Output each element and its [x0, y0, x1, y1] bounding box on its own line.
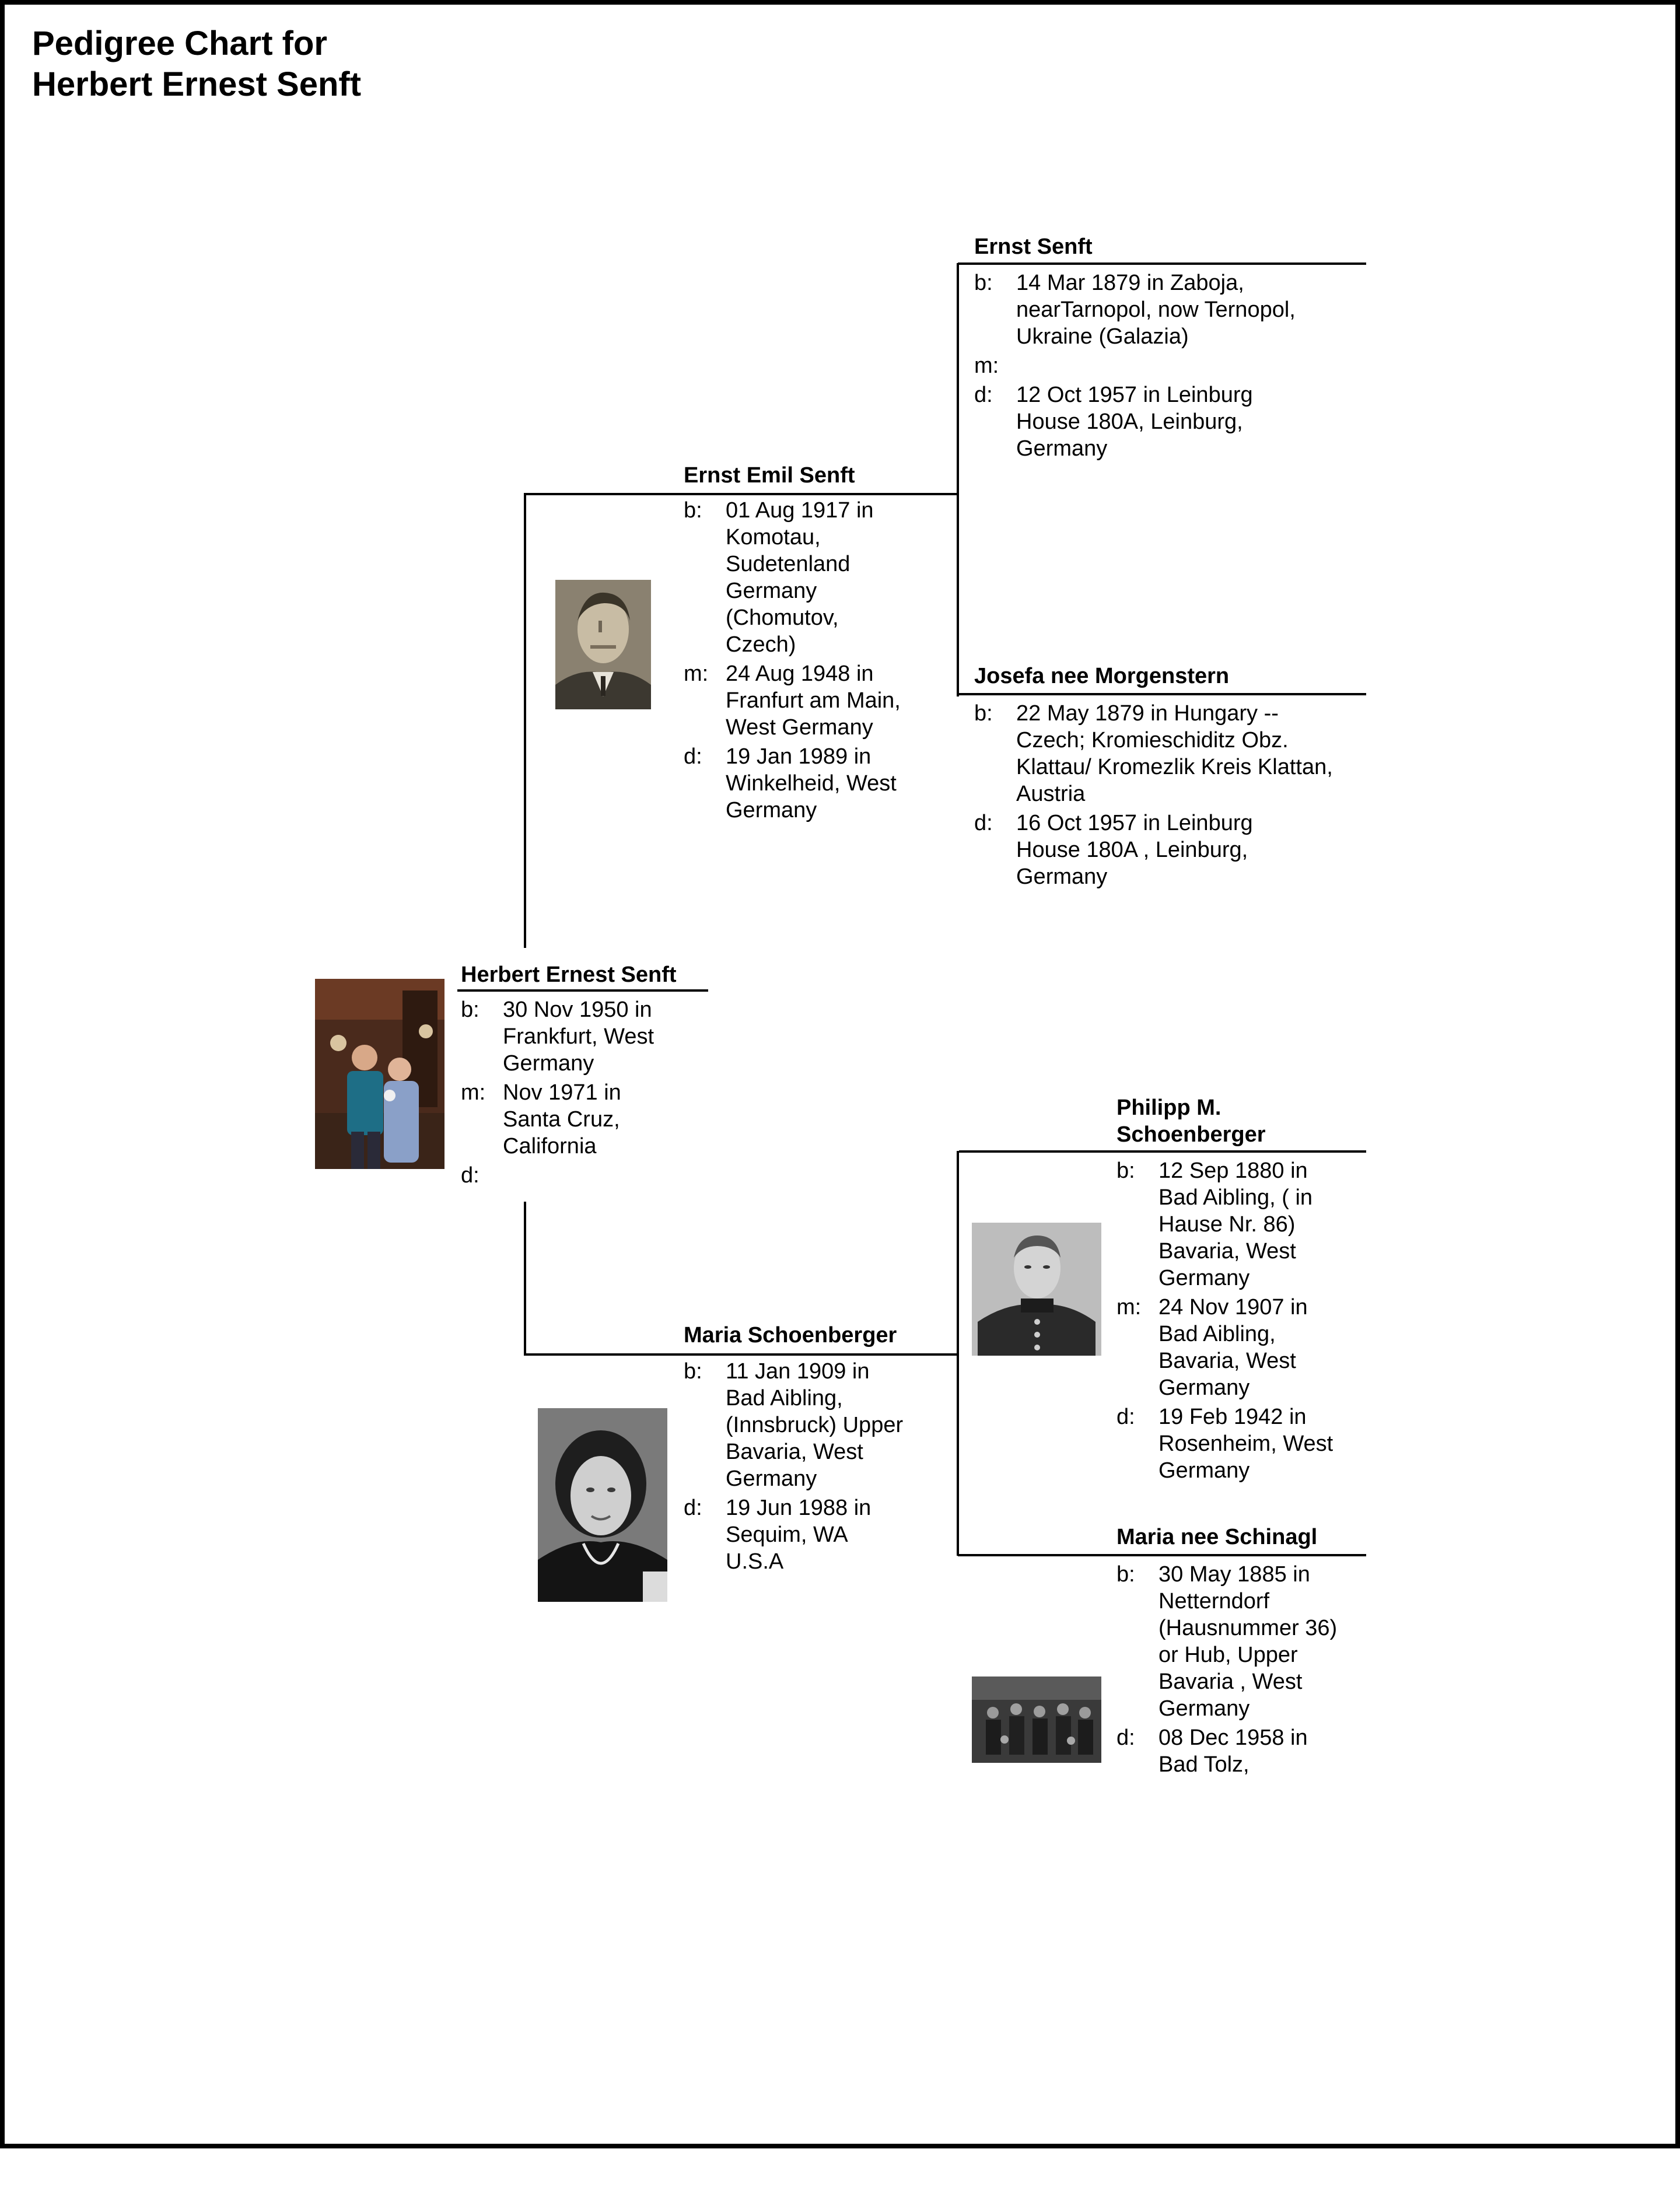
connector-maternal-grandparents — [957, 1151, 959, 1556]
marriage-label: m: — [974, 354, 999, 378]
birth-fact — [461, 996, 654, 1077]
fact-line: Bad Aibling, — [1158, 1322, 1276, 1346]
death-value — [726, 1494, 903, 1575]
herbert-photo — [315, 979, 444, 1169]
fact-line: Germany — [1016, 436, 1108, 461]
philipp-underline-extension — [1205, 1150, 1366, 1153]
fact-line: 19 Jan 1989 in — [726, 744, 872, 769]
person-name — [1116, 1094, 1266, 1148]
fact-line: 14 Mar 1879 in Zaboja, — [1016, 271, 1244, 295]
birth-label: b: — [1116, 1158, 1135, 1183]
fact-line: (Hausnummer 36) — [1158, 1616, 1338, 1640]
fact-line: Santa Cruz, — [503, 1107, 620, 1132]
person-philipp-m-schoenberger — [1116, 1094, 1334, 1483]
fact-line: Germany — [726, 798, 817, 822]
person-josefa-nee-morgenstern — [974, 663, 1333, 889]
birth-label: b: — [974, 271, 993, 295]
fact-line: 24 Aug 1948 in — [726, 662, 874, 686]
fact-line: Bad Aibling, — [726, 1386, 843, 1410]
fact-line: Austria — [1016, 782, 1086, 806]
death-fact — [974, 810, 1333, 890]
birth-value — [1158, 1157, 1333, 1292]
person-herbert-ernest-senft — [461, 961, 677, 1188]
person-name: Josefa nee Morgenstern — [974, 664, 1230, 688]
person-name: Ernst Emil Senft — [684, 463, 855, 488]
fact-line: Czech) — [726, 632, 796, 657]
fact-line: 30 Nov 1950 in — [503, 998, 652, 1022]
fact-line: 30 May 1885 in — [1158, 1562, 1310, 1587]
marriage-fact — [1116, 1294, 1333, 1401]
fact-line: Netterndorf — [1158, 1589, 1270, 1614]
person-facts — [1116, 1561, 1337, 1780]
fact-line: Rosenheim, West — [1158, 1432, 1334, 1456]
connector-father-branch — [524, 493, 526, 948]
fact-line: Sudetenland — [726, 552, 850, 576]
death-label: d: — [684, 1496, 702, 1520]
fact-line: Bavaria, West — [726, 1440, 863, 1464]
fact-line: or Hub, Upper — [1158, 1643, 1298, 1667]
name-underline — [958, 1554, 1366, 1556]
marriage-value — [726, 660, 901, 741]
fact-line: Bavaria , West — [1158, 1670, 1303, 1694]
fact-line: nearTarnopol, now Ternopol, — [1016, 298, 1296, 322]
fact-line: Czech; Kromieschiditz Obz. — [1016, 728, 1289, 752]
fact-line: 16 Oct 1957 in Leinburg — [1016, 811, 1253, 835]
fact-line: Bad Tolz, — [1158, 1752, 1250, 1777]
death-label: d: — [1116, 1405, 1135, 1429]
marriage-fact — [974, 352, 1296, 379]
death-label: d: — [974, 383, 993, 407]
person-facts — [974, 270, 1296, 464]
person-facts — [461, 996, 654, 1191]
name-underline — [958, 693, 1366, 695]
person-ernst-senft — [974, 233, 1296, 461]
fact-line: Germany — [726, 1466, 817, 1491]
fact-line: Germany — [1016, 864, 1108, 889]
death-value — [1016, 382, 1296, 462]
fact-line: 19 Feb 1942 in — [1158, 1405, 1307, 1429]
death-fact — [974, 382, 1296, 462]
fact-line: (Innsbruck) Upper — [726, 1413, 904, 1437]
fact-line: West Germany — [726, 715, 873, 740]
fact-line: 24 Nov 1907 in — [1158, 1295, 1308, 1320]
fact-line: Germany — [1158, 1376, 1250, 1400]
marriage-label: m: — [1116, 1295, 1142, 1320]
birth-fact — [1116, 1561, 1337, 1722]
fact-line: Bavaria, West — [1158, 1239, 1296, 1264]
fact-line: 12 Sep 1880 in — [1158, 1158, 1308, 1183]
connector-paternal-grandparents — [957, 263, 959, 696]
chart-title — [32, 23, 361, 105]
fact-line: Klattau/ Kromezlik Kreis Klattan, — [1016, 755, 1333, 779]
death-fact — [684, 743, 901, 824]
death-value — [726, 743, 901, 824]
marriage-fact — [684, 660, 901, 741]
name-underline — [958, 262, 1366, 265]
birth-fact — [684, 497, 901, 658]
fact-line: Hause Nr. 86) — [1158, 1212, 1296, 1237]
connector-mother-branch — [524, 1202, 526, 1356]
connector-father-link — [524, 493, 958, 495]
fact-line: Germany — [503, 1051, 594, 1076]
birth-fact — [1116, 1157, 1333, 1292]
fact-line: Germany — [726, 579, 817, 603]
person-facts — [1116, 1157, 1333, 1486]
person-name: Maria Schoenberger — [684, 1323, 897, 1348]
birth-value — [1016, 270, 1296, 350]
person-facts — [684, 497, 901, 826]
birth-fact — [974, 700, 1333, 807]
fact-line: House 180A , Leinburg, — [1016, 838, 1248, 862]
birth-fact — [684, 1358, 903, 1492]
name-underline — [457, 989, 708, 992]
fact-line: 19 Jun 1988 in — [726, 1496, 872, 1520]
birth-label: b: — [684, 1359, 702, 1384]
fact-line: 22 May 1879 in Hungary -- — [1016, 701, 1279, 726]
chart-title-line1: Pedigree Chart for — [32, 24, 327, 62]
fact-line: Winkelheid, West — [726, 771, 897, 796]
fact-line: Frankfurt, West — [503, 1024, 654, 1049]
birth-value — [1016, 700, 1333, 807]
fact-line: Komotau, — [726, 525, 821, 550]
death-fact — [1116, 1404, 1333, 1484]
fact-line: (Chomutov, — [726, 606, 839, 630]
person-facts — [974, 700, 1333, 892]
connector-mother-link — [524, 1353, 958, 1356]
fact-line: 01 Aug 1917 in — [726, 498, 874, 523]
birth-value — [726, 497, 901, 658]
philipp-photo — [972, 1223, 1101, 1356]
death-fact — [461, 1162, 654, 1189]
fact-line: 08 Dec 1958 in — [1158, 1726, 1308, 1750]
fact-line: Germany — [1158, 1458, 1250, 1483]
death-value — [1016, 810, 1333, 890]
person-maria-schoenberger — [684, 1322, 904, 1574]
marriage-label: m: — [461, 1080, 486, 1105]
name-underline — [959, 1150, 1208, 1153]
fact-line: Ukraine (Galazia) — [1016, 324, 1189, 349]
fact-line: 11 Jan 1909 in — [726, 1359, 870, 1384]
death-label: d: — [974, 811, 993, 835]
ernst-emil-photo — [555, 580, 651, 709]
fact-line: California — [503, 1134, 597, 1158]
person-maria-nee-schinagl — [1116, 1524, 1338, 1777]
birth-label: b: — [1116, 1562, 1135, 1587]
person-name-line1: Philipp M. — [1116, 1096, 1222, 1120]
maria-schinagl-photo — [972, 1676, 1101, 1763]
birth-fact — [974, 270, 1296, 350]
person-name: Herbert Ernest Senft — [461, 963, 677, 987]
marriage-value — [503, 1079, 654, 1160]
death-label: d: — [1116, 1726, 1135, 1750]
chart-title-line2: Herbert Ernest Senft — [32, 65, 362, 103]
death-value — [1158, 1724, 1337, 1778]
fact-line: Franfurt am Main, — [726, 688, 901, 713]
death-value — [1158, 1404, 1333, 1484]
fact-line: U.S.A — [726, 1549, 784, 1574]
marriage-value — [1158, 1294, 1333, 1401]
fact-line: House 180A, Leinburg, — [1016, 410, 1243, 434]
fact-line: Nov 1971 in — [503, 1080, 621, 1105]
birth-value — [503, 996, 654, 1077]
birth-value — [726, 1358, 903, 1492]
person-ernst-emil-senft — [684, 462, 901, 822]
person-name: Ernst Senft — [974, 235, 1093, 259]
person-facts — [684, 1358, 903, 1577]
fact-line: Bavaria, West — [1158, 1349, 1296, 1373]
birth-label: b: — [974, 701, 993, 726]
birth-label: b: — [684, 498, 702, 523]
fact-line: Germany — [1158, 1696, 1250, 1721]
death-label: d: — [461, 1163, 480, 1188]
marriage-fact — [461, 1079, 654, 1160]
fact-line: Germany — [1158, 1266, 1250, 1290]
fact-line: Sequim, WA — [726, 1522, 848, 1547]
fact-line: Bad Aibling, ( in — [1158, 1185, 1313, 1210]
death-fact — [684, 1494, 903, 1575]
fact-line: 12 Oct 1957 in Leinburg — [1016, 383, 1253, 407]
birth-value — [1158, 1561, 1337, 1722]
person-name: Maria nee Schinagl — [1116, 1525, 1318, 1549]
maria-schoenberger-photo — [538, 1408, 667, 1602]
birth-label: b: — [461, 998, 480, 1022]
death-fact — [1116, 1724, 1337, 1778]
person-name-line2: Schoenberger — [1116, 1122, 1266, 1147]
marriage-label: m: — [684, 662, 709, 686]
death-label: d: — [684, 744, 702, 769]
